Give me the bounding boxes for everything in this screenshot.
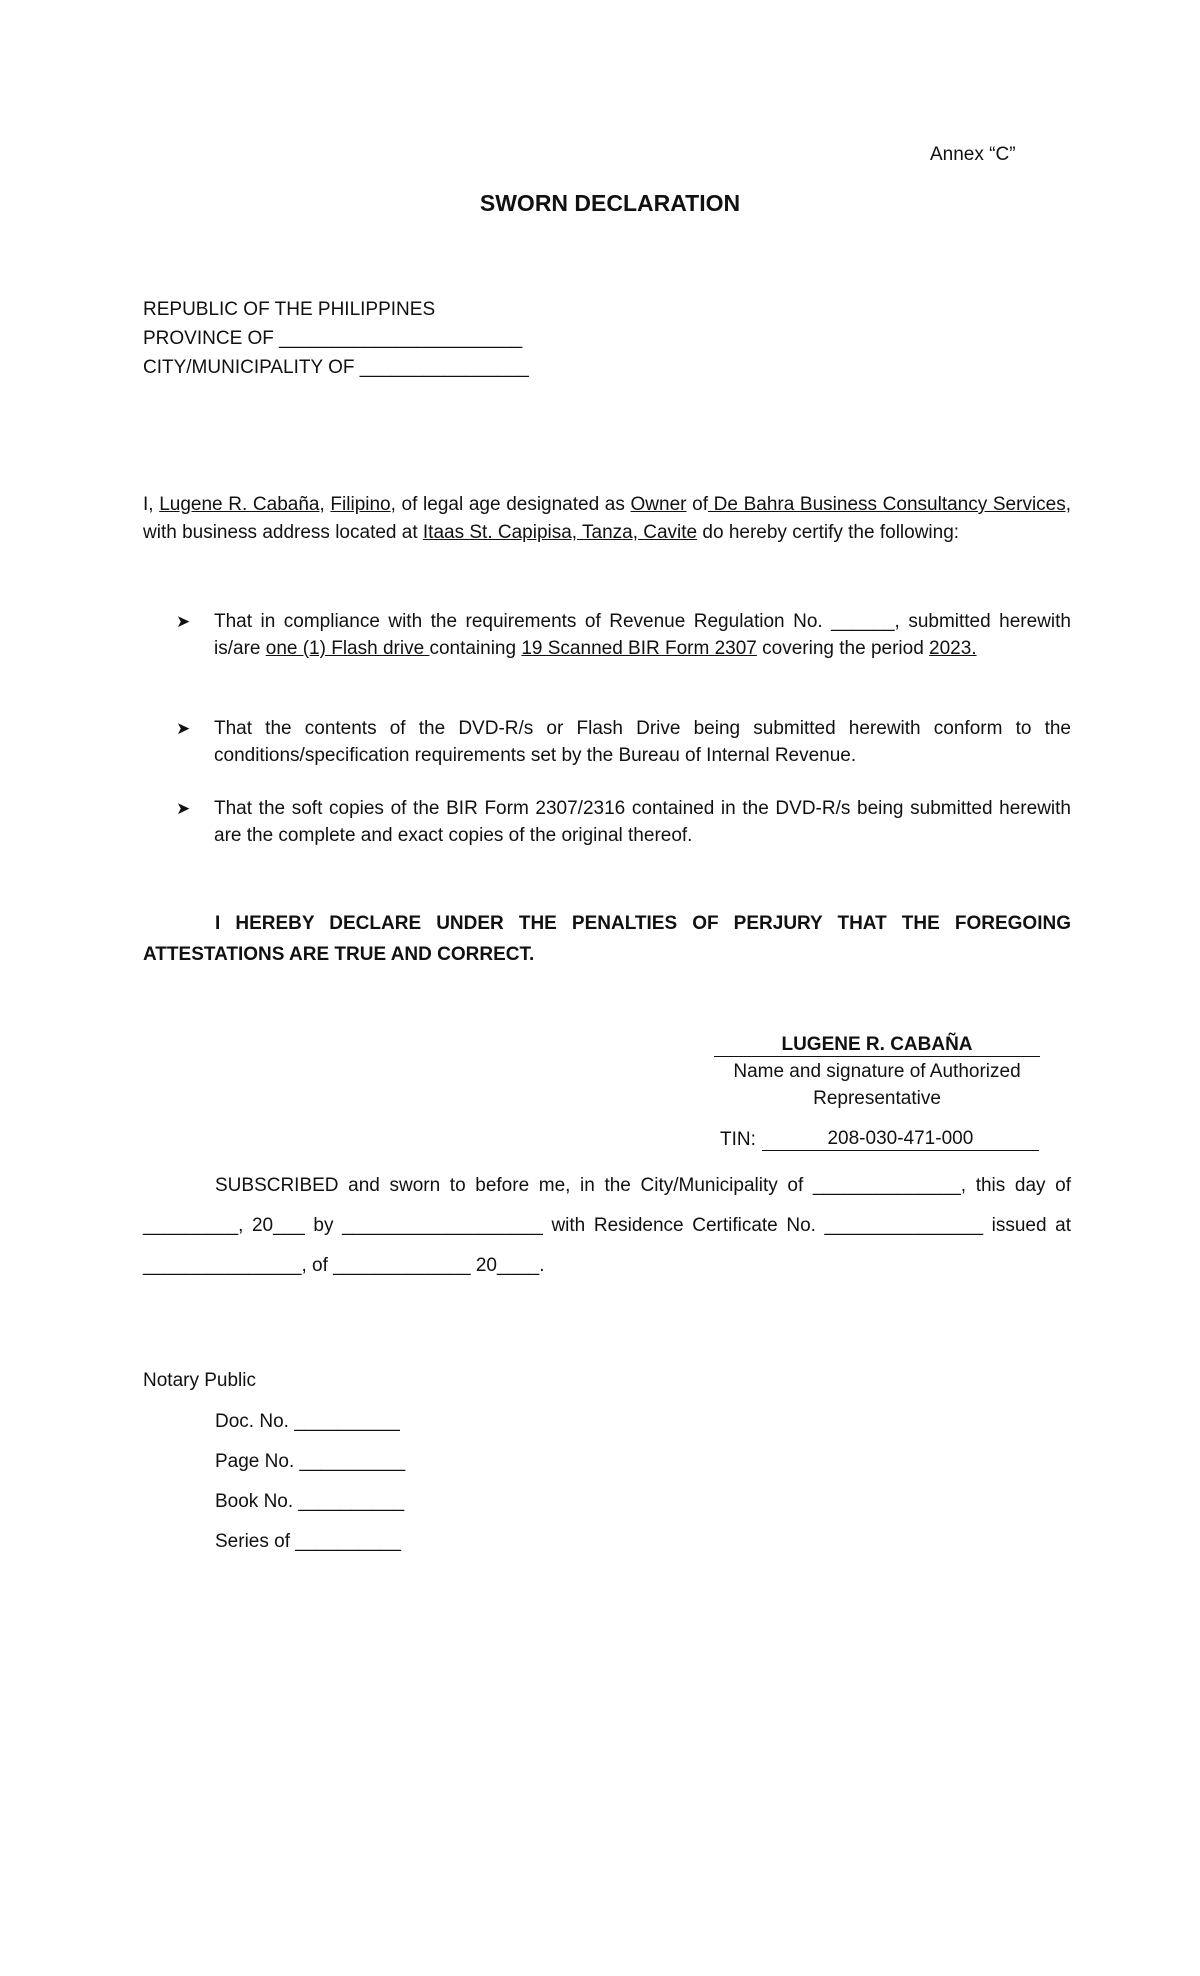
company-name: De Bahra Business Consultancy Services, — [708, 494, 1072, 515]
venue-republic: REPUBLIC OF THE PHILIPPINES — [143, 299, 436, 320]
intro-paragraph — [143, 491, 1071, 547]
venue-province: PROVINCE OF _______________________ — [143, 328, 523, 349]
book-number-line: Book No. __________ — [215, 1491, 405, 1512]
bullet-text: That the contents of the DVD-R/s or Flash Drive being submitted herewith conform to the conditions/specification requirements set by the Bureau of Internal Revenue. — [214, 718, 1071, 766]
intro-text: with business address located at — [143, 522, 423, 543]
jurat-paragraph: SUBSCRIBED and sworn to before me, in the City/Municipality of ______________, this day of _________, 20___ by ___________________ with Residence Certificate No. _______________ issued at _______________, of _____________ 20____. — [143, 1175, 1071, 1276]
position: Owner — [630, 494, 687, 515]
arrow-bullet-icon: ➤ — [176, 612, 191, 631]
bullet-item — [176, 608, 1071, 662]
nationality: Filipino — [330, 494, 391, 515]
perjury-declaration: I HEREBY DECLARE UNDER THE PENALTIES OF PERJURY THAT THE FOREGOING ATTESTATIONS ARE TRUE AND CORRECT. — [143, 913, 1071, 965]
intro-text: , — [319, 494, 331, 515]
arrow-bullet-icon: ➤ — [176, 719, 191, 738]
intro-text: , of legal age designated as — [390, 494, 631, 515]
intro-text: do hereby certify the following: — [697, 522, 960, 543]
tin-value: 208-030-471-000 — [762, 1128, 1039, 1151]
venue-city: CITY/MUNICIPALITY OF ________________ — [143, 357, 529, 378]
bullet-text — [214, 608, 1071, 662]
page-number-line: Page No. __________ — [215, 1451, 406, 1472]
declarant-name: Lugene R. Cabaña — [159, 494, 320, 515]
intro-text: I, — [143, 494, 160, 515]
bullet-segment: covering the period — [756, 638, 930, 659]
signatory-name: LUGENE R. CABAÑA — [714, 1033, 1040, 1057]
doc-number-line: Doc. No. __________ — [215, 1411, 400, 1432]
business-address: Itaas St. Capipisa, Tanza, Cavite — [422, 522, 698, 543]
venue-block — [143, 295, 529, 382]
covered-period: 2023. — [929, 638, 977, 659]
bullet-segment: containing — [429, 638, 522, 659]
tin-label: TIN: — [720, 1129, 756, 1150]
media-description: one (1) Flash drive — [265, 638, 430, 659]
bullet-item — [176, 795, 1071, 849]
tin-row — [720, 1128, 1039, 1151]
arrow-bullet-icon: ➤ — [176, 799, 191, 818]
notary-title: Notary Public — [143, 1370, 256, 1391]
bullet-segment: That in compliance with the requirements of Revenue Regulation No. ______, submitted herewith is/are — [214, 611, 1071, 659]
bullet-text: That the soft copies of the BIR Form 2307/2316 contained in the DVD-R/s being submitted herewith are the complete and exact copies of the original thereof. — [214, 798, 1071, 846]
annex-label: Annex “C” — [930, 144, 1016, 165]
bullet-item — [176, 715, 1071, 769]
series-line: Series of __________ — [215, 1531, 401, 1552]
forms-description: 19 Scanned BIR Form 2307 — [521, 638, 757, 659]
signature-caption: Name and signature of Authorized Representative — [733, 1061, 1021, 1109]
intro-text: of — [686, 494, 708, 515]
document-title: SWORN DECLARATION — [479, 190, 741, 216]
